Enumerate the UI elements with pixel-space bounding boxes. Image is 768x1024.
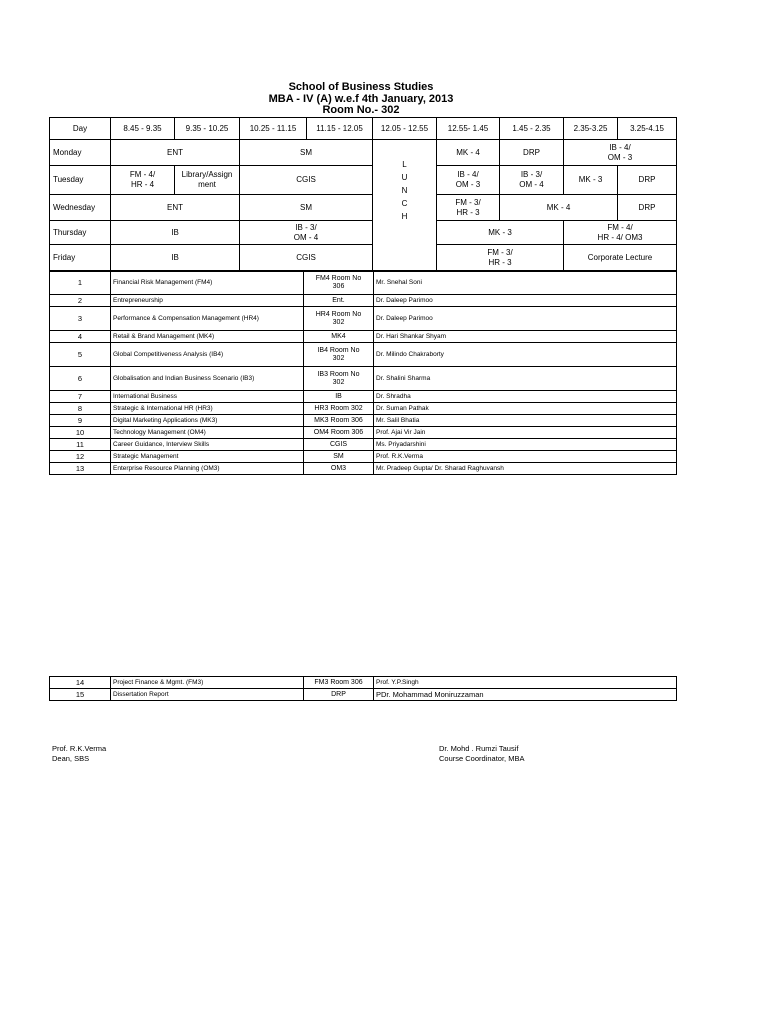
class-line: IB - 4/ — [457, 170, 479, 179]
class-cell — [564, 140, 677, 166]
course-number: 12 — [50, 451, 111, 463]
course-code: FM3 Room 306 — [304, 677, 374, 689]
course-faculty: Ms. Priyadarshini — [374, 439, 677, 451]
signature-left — [52, 744, 106, 764]
course-number: 11 — [50, 439, 111, 451]
slot-header: 9.35 - 10.25 — [175, 118, 240, 140]
class-cell — [564, 221, 677, 245]
class-cell: MK - 4 — [437, 140, 500, 166]
course-row — [50, 415, 677, 427]
slot-header: 10.25 - 11.15 — [240, 118, 307, 140]
course-code-line: MK3 Room 306 — [314, 416, 363, 424]
class-cell — [175, 166, 240, 195]
course-code — [304, 451, 374, 463]
lunch-letter: H — [401, 212, 408, 221]
course-number: 10 — [50, 427, 111, 439]
tuesday-row — [50, 166, 677, 195]
course-faculty: Dr. Shalini Sharma — [374, 367, 677, 391]
course-table — [49, 270, 677, 475]
course-row — [50, 367, 677, 391]
course-name: Project Finance & Mgmt. (FM3) — [111, 677, 304, 689]
course-row — [50, 689, 677, 701]
class-line: HR - 4 — [130, 180, 155, 189]
signature-right — [439, 744, 524, 764]
class-line: OM - 4 — [293, 232, 319, 242]
class-line: FM - 3/ — [455, 197, 481, 207]
wednesday-row — [50, 195, 677, 221]
course-faculty: Dr. Shradha — [374, 391, 677, 403]
course-row — [50, 331, 677, 343]
course-table-extra — [49, 676, 677, 701]
coordinator-name: Dr. Mohd . Rumzi Tausif — [439, 744, 519, 753]
day-label: Tuesday — [50, 166, 111, 195]
course-code — [304, 295, 374, 307]
slot-header: 1.45 - 2.35 — [500, 118, 564, 140]
course-number: 2 — [50, 295, 111, 307]
day-label: Wednesday — [50, 195, 111, 221]
class-cell — [437, 195, 500, 221]
course-number: 13 — [50, 463, 111, 475]
course-name: Strategic & International HR (HR3) — [111, 403, 304, 415]
day-column-header: Day — [50, 118, 111, 140]
course-code — [304, 331, 374, 343]
course-name: Retail & Brand Management (MK4) — [111, 331, 304, 343]
slot-header: 12.55- 1.45 — [437, 118, 500, 140]
class-line: HR - 4/ OM3 — [597, 232, 643, 242]
course-code-line: 302 — [332, 354, 345, 362]
lunch-letter: L — [402, 160, 407, 169]
course-name: Financial Risk Management (FM4) — [111, 271, 304, 295]
course-number: 15 — [50, 689, 111, 701]
class-cell: DRP — [618, 166, 677, 195]
course-code-line: HR4 Room No — [315, 310, 362, 318]
room-number: Room No.- 302 — [322, 104, 400, 116]
page-title: School of Business Studies — [288, 81, 434, 93]
page-subtitle: MBA - IV (A) w.e.f 4th January, 2013 — [268, 93, 454, 105]
course-name: Dissertation Report — [111, 689, 304, 701]
dean-name: Prof. R.K.Verma — [52, 744, 107, 753]
course-code — [304, 415, 374, 427]
timetable-header-row — [50, 118, 677, 140]
class-cell: MK - 3 — [564, 166, 618, 195]
class-cell: CGIS — [240, 245, 373, 272]
lunch-letter: C — [401, 199, 408, 208]
course-code-line: 302 — [332, 318, 345, 326]
lunch-letter: N — [401, 186, 408, 195]
course-faculty: Mr. Pradeep Gupta/ Dr. Sharad Raghuvansh — [374, 463, 677, 475]
course-row — [50, 295, 677, 307]
course-code — [304, 391, 374, 403]
course-row — [50, 427, 677, 439]
course-code-line: OM4 Room 306 — [313, 428, 364, 436]
course-name: International Business — [111, 391, 304, 403]
class-cell: ENT — [111, 140, 240, 166]
course-name: Digital Marketing Applications (MK3) — [111, 415, 304, 427]
class-line: IB - 3/ — [295, 222, 317, 232]
course-code-line: Ent. — [332, 296, 345, 304]
course-faculty: Prof. Ajai Vir Jain — [374, 427, 677, 439]
class-cell: SM — [240, 140, 373, 166]
course-name: Entrepreneurship — [111, 295, 304, 307]
course-name: Technology Management (OM4) — [111, 427, 304, 439]
course-row — [50, 463, 677, 475]
dean-title: Dean, SBS — [52, 754, 90, 763]
course-name: Strategic Management — [111, 451, 304, 463]
course-faculty: Dr. Milindo Chakraborty — [374, 343, 677, 367]
class-line: OM - 3 — [455, 180, 481, 189]
course-code — [304, 271, 374, 295]
course-code — [304, 439, 374, 451]
class-cell — [437, 166, 500, 195]
class-cell: ENT — [111, 195, 240, 221]
class-cell: MK - 4 — [500, 195, 618, 221]
course-code — [304, 367, 374, 391]
course-number: 9 — [50, 415, 111, 427]
class-cell — [500, 166, 564, 195]
course-number: 14 — [50, 677, 111, 689]
course-code — [304, 343, 374, 367]
class-line: IB - 4/ — [609, 142, 631, 152]
course-row — [50, 307, 677, 331]
course-code-line: HR3 Room 302 — [314, 404, 363, 412]
course-name: Career Guidance, Interview Skills — [111, 439, 304, 451]
course-number: 7 — [50, 391, 111, 403]
lunch-letter: U — [401, 173, 408, 182]
course-faculty: Mr. Snehal Soni — [374, 271, 677, 295]
class-line: Library/Assign — [181, 170, 233, 179]
course-row — [50, 677, 677, 689]
class-line: OM - 4 — [519, 180, 544, 189]
slot-header: 12.05 - 12.55 — [373, 118, 437, 140]
course-code-line: CGIS — [329, 440, 348, 448]
class-cell: Corporate Lecture — [564, 245, 677, 272]
timetable — [49, 117, 677, 272]
class-line: HR - 3 — [488, 258, 512, 267]
slot-header: 8.45 - 9.35 — [111, 118, 175, 140]
course-name: Enterprise Resource Planning (OM3) — [111, 463, 304, 475]
class-line: ment — [198, 180, 216, 189]
course-faculty: Dr. Daleep Parimoo — [374, 307, 677, 331]
course-number: 3 — [50, 307, 111, 331]
class-cell: DRP — [618, 195, 677, 221]
course-faculty: Dr. Hari Shankar Shyam — [374, 331, 677, 343]
course-number: 1 — [50, 271, 111, 295]
course-code-line: OM3 — [330, 464, 347, 472]
course-faculty: PDr. Mohammad Moniruzzaman — [374, 689, 677, 701]
course-code-line: IB4 Room No — [317, 346, 360, 354]
course-code — [304, 307, 374, 331]
course-code-line: 306 — [332, 282, 345, 290]
class-cell: IB — [111, 221, 240, 245]
coordinator-title: Course Coordinator, MBA — [439, 754, 525, 763]
class-line: FM - 3/ — [487, 248, 513, 257]
course-row — [50, 391, 677, 403]
thursday-row — [50, 221, 677, 245]
day-label: Monday — [50, 140, 111, 166]
course-row — [50, 271, 677, 295]
slot-header: 11.15 - 12.05 — [307, 118, 373, 140]
course-row — [50, 451, 677, 463]
day-label: Friday — [50, 245, 111, 272]
course-name: Globalisation and Indian Business Scenario (IB3) — [111, 367, 304, 391]
class-line: OM - 3 — [607, 152, 633, 162]
friday-row — [50, 245, 677, 272]
course-faculty: Mr. Salil Bhatia — [374, 415, 677, 427]
course-code-line: IB — [335, 392, 342, 400]
course-row — [50, 343, 677, 367]
lunch-cell — [373, 140, 437, 272]
class-cell — [111, 166, 175, 195]
class-cell: MK - 3 — [437, 221, 564, 245]
course-faculty: Prof. R.K.Verma — [374, 451, 677, 463]
course-name: Performance & Compensation Management (HR4) — [111, 307, 304, 331]
class-cell: CGIS — [240, 166, 373, 195]
class-line: FM - 4/ — [607, 222, 633, 232]
course-number: 4 — [50, 331, 111, 343]
class-cell — [240, 221, 373, 245]
course-row — [50, 403, 677, 415]
course-faculty: Prof. Y.P.Singh — [374, 677, 677, 689]
course-code — [304, 463, 374, 475]
monday-row — [50, 140, 677, 166]
class-cell: DRP — [500, 140, 564, 166]
course-number: 8 — [50, 403, 111, 415]
course-number: 5 — [50, 343, 111, 367]
class-cell: SM — [240, 195, 373, 221]
class-line: FM - 4/ — [129, 170, 156, 179]
course-faculty: Dr. Suman Pathak — [374, 403, 677, 415]
course-code — [304, 427, 374, 439]
slot-header: 2.35-3.25 — [564, 118, 618, 140]
course-code-line: FM4 Room No — [315, 274, 362, 282]
class-line: IB - 3/ — [520, 170, 543, 179]
class-cell — [437, 245, 564, 272]
course-code-line: MK4 — [331, 332, 346, 340]
course-number: 6 — [50, 367, 111, 391]
class-line: HR - 3 — [456, 207, 480, 217]
slot-header: 3.25-4.15 — [618, 118, 677, 140]
course-code-line: 302 — [332, 378, 345, 386]
course-code: DRP — [304, 689, 374, 701]
course-name: Global Competitiveness Analysis (IB4) — [111, 343, 304, 367]
course-row — [50, 439, 677, 451]
day-label: Thursday — [50, 221, 111, 245]
course-code — [304, 403, 374, 415]
class-cell: IB — [111, 245, 240, 272]
course-code-line: IB3 Room No — [317, 370, 360, 378]
course-code-line: SM — [333, 452, 344, 460]
course-faculty: Dr. Daleep Parimoo — [374, 295, 677, 307]
